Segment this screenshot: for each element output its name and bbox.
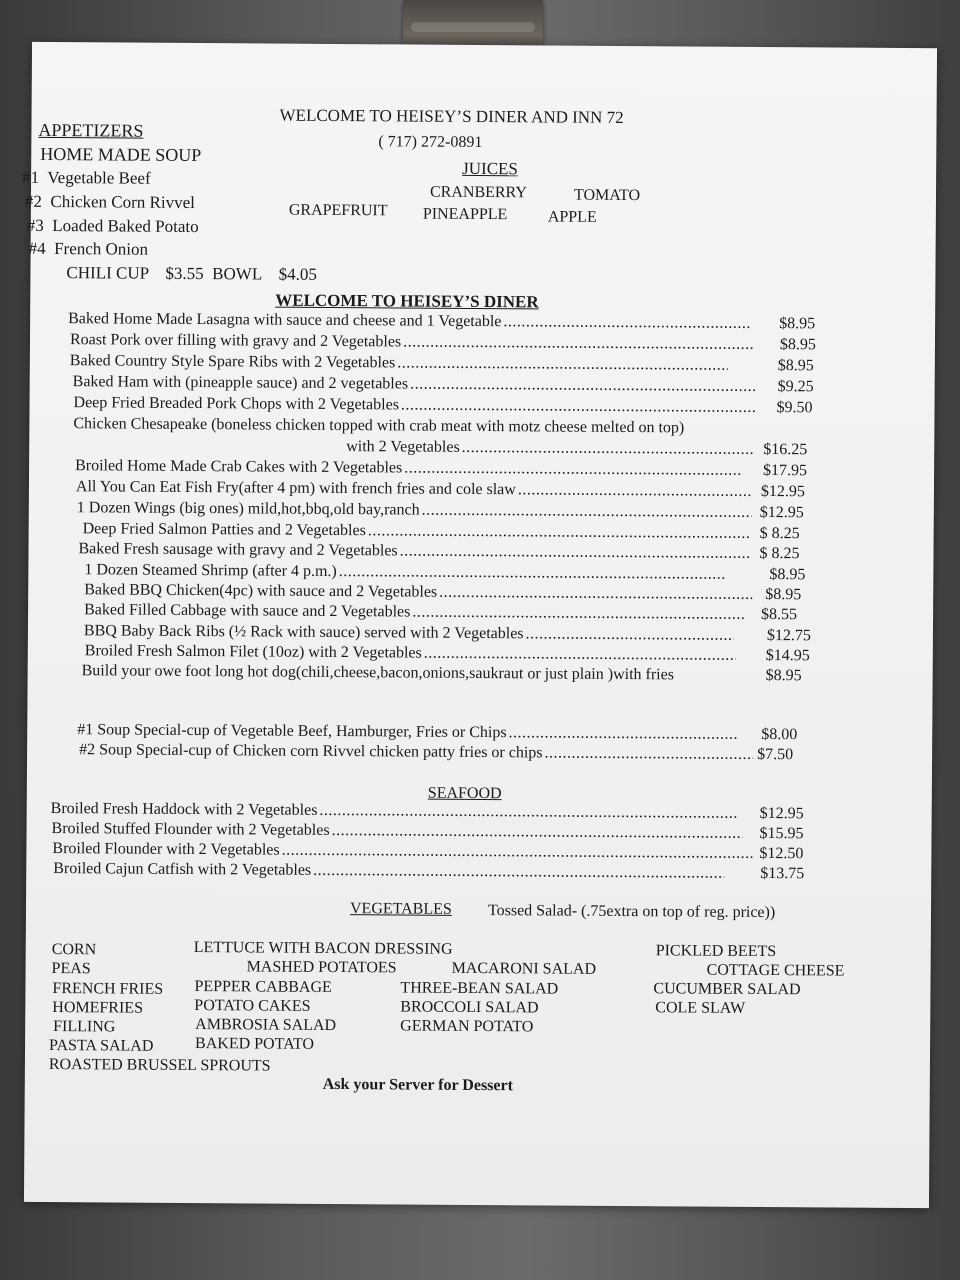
menu-item-name: with 2 Vegetables <box>346 438 460 456</box>
veg-item: CUCUMBER SALAD <box>653 980 801 999</box>
dot-leader <box>404 458 743 480</box>
soup-item: #4 French Onion <box>28 238 149 259</box>
veg-item: FRENCH FRIES <box>52 980 164 998</box>
menu-item-price: $8.95 <box>765 667 802 685</box>
veg-item: LETTUCE WITH BACON DRESSING <box>193 939 453 958</box>
dot-leader <box>412 603 744 625</box>
tossed-salad-note: Tossed Salad- (.75extra on top of reg. price)) <box>487 902 776 922</box>
soup-item: #2 Chicken Corn Rivvel <box>24 191 195 213</box>
dot-leader <box>503 312 750 334</box>
menu-item-price: $12.95 <box>760 482 805 501</box>
dot-leader <box>424 644 736 666</box>
dot-leader <box>403 332 754 354</box>
dot-leader <box>368 521 751 544</box>
veg-item: GERMAN POTATO <box>400 1017 534 1036</box>
dot-leader <box>332 821 743 844</box>
menu-item-name: Broiled Flounder with 2 Vegetables <box>52 840 280 859</box>
veg-item: ROASTED BRUSSEL SPROUTS <box>48 1056 271 1075</box>
menu-line <box>53 859 726 884</box>
menu-item-price: $ 8.25 <box>759 524 800 543</box>
menu-item-name: Build your owe foot long hot dog(chili,cheese,bacon,onions,saukraut or just plain )with fries <box>81 662 675 684</box>
veg-item: COLE SLAW <box>655 999 746 1017</box>
seafood-title: SEAFOOD <box>427 784 502 803</box>
menu-item-name: Chicken Chesapeake (boneless chicken topped with crab meat with motz cheese melted on top) <box>73 415 685 437</box>
menu-item-price: $14.95 <box>765 647 810 665</box>
dot-leader <box>462 438 756 460</box>
veg-item: COTTAGE CHEESE <box>706 961 845 980</box>
menu-item-name: Broiled Fresh Haddock with 2 Vegetables <box>50 800 318 819</box>
menu-item-name: Deep Fried Salmon Patties and 2 Vegetables <box>82 520 366 540</box>
diner-title: WELCOME TO HEISEY’S DINER <box>275 290 539 312</box>
menu-item-name: Broiled Cajun Catfish with 2 Vegetables <box>53 860 312 879</box>
veg-item: BROCCOLI SALAD <box>400 998 539 1017</box>
menu-item-price: $8.95 <box>779 336 817 354</box>
soup-item: #3 Loaded Baked Potato <box>26 215 199 237</box>
menu-item-name: Baked Ham with (pineapple sauce) and 2 vegetables <box>72 373 409 393</box>
menu-item-name: Broiled Home Made Crab Cakes with 2 Vegetables <box>75 457 403 477</box>
menu-item-price: $8.95 <box>769 566 806 584</box>
veg-item: HOMEFRIES <box>52 999 144 1017</box>
menu-item-price: $12.75 <box>766 627 811 645</box>
welcome-header: WELCOME TO HEISEY’S DINER AND INN 72 <box>279 105 624 128</box>
menu-item-price: $12.95 <box>759 503 804 522</box>
menu-item-name: #2 Soup Special-cup of Chicken corn Rivvel chicken patty fries or chips <box>79 741 543 762</box>
veg-item: MACARONI SALAD <box>451 959 597 978</box>
veg-item: POTATO CAKES <box>194 997 311 1015</box>
dot-leader <box>401 395 758 417</box>
veg-item: PEPPER CABBAGE <box>194 978 332 996</box>
juice-item: PINEAPPLE <box>422 205 508 224</box>
menu-item-name: Roast Pork over filling with gravy and 2 Vegetables <box>69 331 402 351</box>
menu-item-name: Deep Fried Breaded Pork Chops with 2 Vegetables <box>73 394 400 414</box>
menu-item-price: $12.95 <box>759 804 804 823</box>
menu-item-price: $8.95 <box>777 357 814 375</box>
juice-item: TOMATO <box>573 186 641 205</box>
dot-leader <box>422 501 752 523</box>
menu-item-price: $8.95 <box>765 586 802 604</box>
menu-item-name: Broiled Stuffed Flounder with 2 Vegetables <box>51 820 330 839</box>
veg-item: PASTA SALAD <box>48 1037 154 1055</box>
menu-item-price: $8.55 <box>761 605 798 624</box>
menu-item-name: 1 Dozen Steamed Shrimp (after 4 p.m.) <box>84 561 337 581</box>
dessert-footer: Ask your Server for Dessert <box>322 1075 514 1095</box>
juices-title: JUICES <box>462 158 518 179</box>
veg-item: FILLING <box>53 1018 116 1036</box>
menu-item-name: #1 Soup Special-cup of Vegetable Beef, Hamburger, Fries or Chips <box>77 721 507 742</box>
menu-line <box>79 740 755 765</box>
veg-item: PEAS <box>51 960 91 978</box>
menu-item-price: $13.75 <box>760 864 805 883</box>
vegetables-title: VEGETABLES <box>349 900 452 918</box>
juice-item: APPLE <box>547 208 597 226</box>
menu-item-price: $8.00 <box>761 725 798 744</box>
veg-item: CORN <box>51 941 97 959</box>
menu-item-price: $16.25 <box>763 440 808 459</box>
menu-item-name: Baked Country Style Spare Ribs with 2 Vegetables <box>69 352 396 372</box>
menu-item-price: $9.50 <box>776 399 813 417</box>
menu-line <box>82 661 728 686</box>
menu-line <box>73 414 769 439</box>
veg-item: THREE-BEAN SALAD <box>400 979 559 998</box>
chili-line: CHILI CUP $3.55 BOWL $4.05 <box>66 263 317 284</box>
dot-leader <box>525 624 734 645</box>
soup-title: HOME MADE SOUP <box>40 143 202 166</box>
veg-item: PICKLED BEETS <box>655 942 777 961</box>
menu-item-name: All You Can Eat Fish Fry(after 4 pm) with french fries and cole slaw <box>75 478 516 499</box>
veg-item: AMBROSIA SALAD <box>195 1016 337 1035</box>
veg-item: BAKED POTATO <box>195 1035 315 1053</box>
menu-item-name: Baked Fresh sausage with gravy and 2 Vegetables <box>78 540 398 560</box>
juice-item: GRAPEFRUIT <box>288 201 388 220</box>
menu-item-name: Baked BBQ Chicken(4pc) with sauce and 2 Vegetables <box>84 581 438 601</box>
menu-item-name: Baked Home Made Lasagna with sauce and cheese and 1 Vegetable <box>68 310 502 331</box>
menu-item-price: $8.95 <box>779 315 816 333</box>
dot-leader <box>410 375 756 397</box>
menu-item-price: $12.50 <box>759 844 804 863</box>
dot-leader <box>400 541 751 563</box>
dot-leader <box>518 480 751 502</box>
menu-item-price: $9.25 <box>777 378 814 396</box>
dot-leader <box>439 583 752 605</box>
soup-item: #1 Vegetable Beef <box>22 167 151 188</box>
dot-leader <box>339 562 727 585</box>
menu-item-price: $15.95 <box>759 824 804 843</box>
menu-line <box>346 437 757 460</box>
dot-leader <box>397 353 728 375</box>
phone-number: ( 717) 272-0891 <box>378 133 483 152</box>
menu-paper <box>24 42 937 1208</box>
dot-leader <box>544 743 753 764</box>
juice-item: CRANBERRY <box>429 183 527 202</box>
veg-item: MASHED POTATOES <box>246 958 397 977</box>
menu-item-name: 1 Dozen Wings (big ones) mild,hot,bbq,old bay,ranch <box>76 499 420 519</box>
menu-item-name: BBQ Baby Back Ribs (½ Rack with sauce) served with 2 Vegetables <box>83 622 524 643</box>
menu-item-name: Broiled Fresh Salmon Filet (10oz) with 2 Vegetables <box>84 642 422 662</box>
dot-leader <box>313 861 724 884</box>
appetizers-title: APPETIZERS <box>38 119 144 141</box>
menu-item-price: $7.50 <box>757 745 794 764</box>
dot-leader <box>509 723 738 745</box>
menu-item-name: Baked Filled Cabbage with sauce and 2 Vegetables <box>84 601 411 621</box>
menu-item-price: $ 8.25 <box>759 544 800 563</box>
menu-item-price: $17.95 <box>763 461 808 480</box>
